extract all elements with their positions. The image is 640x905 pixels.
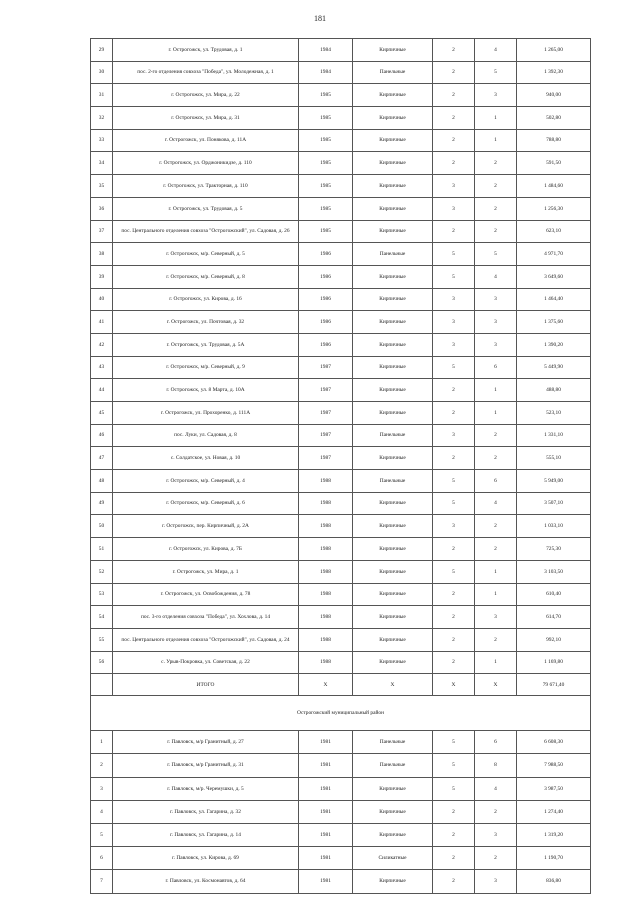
year-built-cell: 1986 (299, 333, 353, 356)
row-number-cell: 36 (91, 197, 113, 220)
area-cell: 4 971,70 (517, 243, 591, 266)
address-cell: г. Острогожск, ул. Почтовая, д. 32 (113, 311, 299, 334)
area-cell: 788,80 (517, 129, 591, 152)
floors-cell: 2 (433, 847, 475, 870)
wall-material-cell: Кирпичные (353, 333, 433, 356)
area-cell: 725,30 (517, 538, 591, 561)
entrances-cell: 4 (475, 492, 517, 515)
row-number-cell: 6 (91, 847, 113, 870)
year-built-cell: 1986 (299, 311, 353, 334)
wall-material-cell: Панельные (353, 470, 433, 493)
row-number-cell: 39 (91, 265, 113, 288)
year-built-cell: 1984 (299, 61, 353, 84)
year-built-cell: 1987 (299, 447, 353, 470)
entrances-cell: 3 (475, 824, 517, 847)
wall-material-cell: Кирпичные (353, 107, 433, 130)
row-number-cell: 31 (91, 84, 113, 107)
year-built-cell: 1985 (299, 175, 353, 198)
table-row (91, 800, 591, 823)
table-row (91, 606, 591, 629)
table-row (91, 152, 591, 175)
area-cell: 1 319,20 (517, 824, 591, 847)
total-material: Х (353, 674, 433, 696)
wall-material-cell: Кирпичные (353, 824, 433, 847)
area-cell: 1 375,60 (517, 311, 591, 334)
entrances-cell: 1 (475, 379, 517, 402)
section-header-row (91, 696, 591, 731)
address-cell: г. Острогожск, ул. Орджоникидзе, д. 110 (113, 152, 299, 175)
area-cell: 5 449,90 (517, 356, 591, 379)
entrances-cell: 4 (475, 265, 517, 288)
floors-cell: 5 (433, 754, 475, 777)
address-cell: с. Урыв-Покровка, ул. Советская, д. 22 (113, 651, 299, 674)
entrances-cell: 4 (475, 777, 517, 800)
floors-cell: 3 (433, 197, 475, 220)
address-cell: г. Острогожск, ул. Трудовая, д. 5 (113, 197, 299, 220)
area-cell: 623,10 (517, 220, 591, 243)
floors-cell: 5 (433, 470, 475, 493)
row-number-cell: 5 (91, 824, 113, 847)
address-cell: г. Острогожск, ул. Трудовая, д. 1 (113, 39, 299, 62)
floors-cell: 3 (433, 424, 475, 447)
entrances-cell: 2 (475, 538, 517, 561)
row-number-cell: 38 (91, 243, 113, 266)
area-cell: 1 484,60 (517, 175, 591, 198)
entrances-cell: 5 (475, 243, 517, 266)
table-row (91, 402, 591, 425)
address-cell: г. Острогожск, ул. Кирова, д. 7Б (113, 538, 299, 561)
year-built-cell: 1988 (299, 628, 353, 651)
address-cell: пос. Центрального отделения совхоза "Острогожский", ул. Садовая, д. 24 (113, 628, 299, 651)
area-cell: 1 256,30 (517, 197, 591, 220)
entrances-cell: 3 (475, 333, 517, 356)
entrances-cell: 2 (475, 152, 517, 175)
floors-cell: 2 (433, 628, 475, 651)
table-row (91, 731, 591, 754)
area-cell: 523,10 (517, 402, 591, 425)
row-number-cell: 51 (91, 538, 113, 561)
entrances-cell: 6 (475, 731, 517, 754)
address-cell: г. Острогожск, м/р. Северный, д. 6 (113, 492, 299, 515)
table-row (91, 220, 591, 243)
area-cell: 992,10 (517, 628, 591, 651)
wall-material-cell: Кирпичные (353, 84, 433, 107)
area-cell: 614,70 (517, 606, 591, 629)
year-built-cell: 1981 (299, 777, 353, 800)
area-cell: 1 274,40 (517, 800, 591, 823)
total-year: Х (299, 674, 353, 696)
table-row (91, 870, 591, 893)
row-number-cell: 52 (91, 560, 113, 583)
entrances-cell: 2 (475, 424, 517, 447)
table-row (91, 311, 591, 334)
table-row (91, 197, 591, 220)
wall-material-cell: Кирпичные (353, 628, 433, 651)
floors-cell: 5 (433, 777, 475, 800)
area-cell: 1 033,10 (517, 515, 591, 538)
row-number-cell: 56 (91, 651, 113, 674)
address-cell: с. Солдатское, ул. Новая, д. 10 (113, 447, 299, 470)
year-built-cell: 1988 (299, 651, 353, 674)
table-row (91, 243, 591, 266)
row-number-cell: 42 (91, 333, 113, 356)
row-number-cell: 53 (91, 583, 113, 606)
area-cell: 940,00 (517, 84, 591, 107)
year-built-cell: 1985 (299, 152, 353, 175)
floors-cell: 2 (433, 107, 475, 130)
table-row (91, 492, 591, 515)
table-row (91, 356, 591, 379)
table-row (91, 470, 591, 493)
table-row (91, 84, 591, 107)
entrances-cell: 1 (475, 560, 517, 583)
entrances-cell: 2 (475, 628, 517, 651)
wall-material-cell: Кирпичные (353, 379, 433, 402)
wall-material-cell: Кирпичные (353, 129, 433, 152)
row-number-cell: 44 (91, 379, 113, 402)
floors-cell: 2 (433, 84, 475, 107)
floors-cell: 5 (433, 265, 475, 288)
entrances-cell: 8 (475, 754, 517, 777)
entrances-cell: 2 (475, 447, 517, 470)
wall-material-cell: Панельные (353, 243, 433, 266)
floors-cell: 3 (433, 515, 475, 538)
floors-cell: 3 (433, 333, 475, 356)
year-built-cell: 1986 (299, 288, 353, 311)
year-built-cell: 1988 (299, 492, 353, 515)
address-cell: г. Острогожск, ул. Понякова, д. 11А (113, 129, 299, 152)
row-number-cell: 3 (91, 777, 113, 800)
year-built-cell: 1988 (299, 470, 353, 493)
row-number-cell: 1 (91, 731, 113, 754)
wall-material-cell: Кирпичные (353, 560, 433, 583)
area-cell: 1 464,40 (517, 288, 591, 311)
area-cell: 1 390,20 (517, 333, 591, 356)
entrances-cell: 1 (475, 107, 517, 130)
floors-cell: 2 (433, 800, 475, 823)
row-number-cell: 30 (91, 61, 113, 84)
floors-cell: 3 (433, 288, 475, 311)
wall-material-cell: Кирпичные (353, 447, 433, 470)
address-cell: г. Павловск, ул. Космонавтов, д. 64 (113, 870, 299, 893)
year-built-cell: 1987 (299, 379, 353, 402)
total-num-cell (91, 674, 113, 696)
entrances-cell: 2 (475, 847, 517, 870)
row-number-cell: 40 (91, 288, 113, 311)
wall-material-cell: Панельные (353, 424, 433, 447)
address-cell: г. Павловск, м/р. Черемушки, д. 5 (113, 777, 299, 800)
address-cell: г. Острогожск, ул. Прохоренко, д. 111А (113, 402, 299, 425)
entrances-cell: 3 (475, 84, 517, 107)
year-built-cell: 1985 (299, 84, 353, 107)
floors-cell: 2 (433, 379, 475, 402)
year-built-cell: 1988 (299, 583, 353, 606)
area-cell: 3 649,60 (517, 265, 591, 288)
row-number-cell: 35 (91, 175, 113, 198)
row-number-cell: 54 (91, 606, 113, 629)
wall-material-cell: Кирпичные (353, 800, 433, 823)
housing-register-table (90, 38, 591, 894)
table-row (91, 651, 591, 674)
entrances-cell: 2 (475, 800, 517, 823)
table-row (91, 628, 591, 651)
year-built-cell: 1981 (299, 800, 353, 823)
wall-material-cell: Кирпичные (353, 870, 433, 893)
year-built-cell: 1986 (299, 243, 353, 266)
row-number-cell: 37 (91, 220, 113, 243)
row-number-cell: 4 (91, 800, 113, 823)
floors-cell: 2 (433, 824, 475, 847)
table-row (91, 777, 591, 800)
row-number-cell: 33 (91, 129, 113, 152)
entrances-cell: 3 (475, 311, 517, 334)
area-cell: 555,10 (517, 447, 591, 470)
address-cell: пос. 3-го отделения совхоза "Победа", ул. Хохлова, д. 14 (113, 606, 299, 629)
wall-material-cell: Кирпичные (353, 402, 433, 425)
address-cell: г. Острогожск, ул. Трудовая, д. 5А (113, 333, 299, 356)
address-cell: г. Острогожск, ул. Кирова, д. 16 (113, 288, 299, 311)
address-cell: г. Острогожск, ул. Мира, д. 1 (113, 560, 299, 583)
wall-material-cell: Кирпичные (353, 311, 433, 334)
address-cell: пос. 2-го отделения совхоза "Победа", ул. Молодежная, д. 1 (113, 61, 299, 84)
entrances-cell: 2 (475, 515, 517, 538)
address-cell: г. Павловск, ул. Гагарина, д. 14 (113, 824, 299, 847)
entrances-cell: 1 (475, 129, 517, 152)
year-built-cell: 1984 (299, 39, 353, 62)
year-built-cell: 1981 (299, 754, 353, 777)
row-number-cell: 45 (91, 402, 113, 425)
floors-cell: 2 (433, 447, 475, 470)
address-cell: г. Острогожск, ул. 8 Марта, д. 10А (113, 379, 299, 402)
area-cell: 1 169,80 (517, 651, 591, 674)
year-built-cell: 1987 (299, 402, 353, 425)
floors-cell: 2 (433, 220, 475, 243)
table-row (91, 538, 591, 561)
wall-material-cell: Кирпичные (353, 152, 433, 175)
table-row (91, 39, 591, 62)
wall-material-cell: Силикатные (353, 847, 433, 870)
area-cell: 1 392,30 (517, 61, 591, 84)
row-number-cell: 47 (91, 447, 113, 470)
wall-material-cell: Кирпичные (353, 39, 433, 62)
floors-cell: 3 (433, 175, 475, 198)
floors-cell: 2 (433, 583, 475, 606)
area-cell: 591,50 (517, 152, 591, 175)
row-number-cell: 7 (91, 870, 113, 893)
area-cell: 5 949,00 (517, 470, 591, 493)
area-cell: 7 988,50 (517, 754, 591, 777)
floors-cell: 2 (433, 129, 475, 152)
table-row (91, 333, 591, 356)
year-built-cell: 1981 (299, 847, 353, 870)
wall-material-cell: Панельные (353, 731, 433, 754)
table-row (91, 824, 591, 847)
floors-cell: 2 (433, 651, 475, 674)
year-built-cell: 1987 (299, 424, 353, 447)
wall-material-cell: Кирпичные (353, 583, 433, 606)
entrances-cell: 6 (475, 470, 517, 493)
area-cell: 1 265,00 (517, 39, 591, 62)
year-built-cell: 1988 (299, 538, 353, 561)
row-number-cell: 49 (91, 492, 113, 515)
year-built-cell: 1988 (299, 515, 353, 538)
floors-cell: 5 (433, 560, 475, 583)
year-built-cell: 1986 (299, 265, 353, 288)
floors-cell: 5 (433, 731, 475, 754)
total-label: ИТОГО (113, 674, 299, 696)
row-number-cell: 50 (91, 515, 113, 538)
entrances-cell: 1 (475, 651, 517, 674)
entrances-cell: 2 (475, 175, 517, 198)
total-entrances: Х (475, 674, 517, 696)
floors-cell: 2 (433, 538, 475, 561)
table-row (91, 847, 591, 870)
section-title: Острогожский муниципальный район (91, 696, 591, 731)
floors-cell: 3 (433, 311, 475, 334)
address-cell: г. Острогожск, ул. Мира, д. 22 (113, 84, 299, 107)
wall-material-cell: Кирпичные (353, 288, 433, 311)
row-number-cell: 29 (91, 39, 113, 62)
year-built-cell: 1981 (299, 870, 353, 893)
year-built-cell: 1985 (299, 220, 353, 243)
floors-cell: 2 (433, 152, 475, 175)
table-row (91, 129, 591, 152)
floors-cell: 2 (433, 606, 475, 629)
table-row (91, 424, 591, 447)
table-row (91, 560, 591, 583)
address-cell: г. Павловск, ул. Гагарина, д. 32 (113, 800, 299, 823)
table-row (91, 379, 591, 402)
area-cell: 836,80 (517, 870, 591, 893)
entrances-cell: 2 (475, 220, 517, 243)
area-cell: 502,80 (517, 107, 591, 130)
entrances-cell: 1 (475, 583, 517, 606)
total-area: 79 671,40 (517, 674, 591, 696)
table-row (91, 288, 591, 311)
entrances-cell: 3 (475, 288, 517, 311)
area-cell: 610,40 (517, 583, 591, 606)
year-built-cell: 1981 (299, 824, 353, 847)
table-row (91, 447, 591, 470)
wall-material-cell: Кирпичные (353, 777, 433, 800)
address-cell: г. Острогожск, м/р. Северный, д. 8 (113, 265, 299, 288)
page-number: 181 (314, 14, 326, 23)
row-number-cell: 55 (91, 628, 113, 651)
wall-material-cell: Кирпичные (353, 492, 433, 515)
floors-cell: 2 (433, 402, 475, 425)
table-row (91, 265, 591, 288)
table-row (91, 515, 591, 538)
floors-cell: 5 (433, 356, 475, 379)
floors-cell: 5 (433, 492, 475, 515)
row-number-cell: 46 (91, 424, 113, 447)
wall-material-cell: Панельные (353, 754, 433, 777)
row-number-cell: 2 (91, 754, 113, 777)
row-number-cell: 41 (91, 311, 113, 334)
year-built-cell: 1987 (299, 356, 353, 379)
table-row (91, 583, 591, 606)
area-cell: 3 103,50 (517, 560, 591, 583)
area-cell: 1 331,10 (517, 424, 591, 447)
entrances-cell: 3 (475, 606, 517, 629)
year-built-cell: 1985 (299, 197, 353, 220)
area-cell: 488,80 (517, 379, 591, 402)
address-cell: пос. Луки, ул. Садовая, д. 8 (113, 424, 299, 447)
address-cell: г. Павловск, м/р Гранитный, д. 27 (113, 731, 299, 754)
year-built-cell: 1981 (299, 731, 353, 754)
floors-cell: 2 (433, 39, 475, 62)
address-cell: г. Павловск, ул. Кирова, д. 69 (113, 847, 299, 870)
entrances-cell: 6 (475, 356, 517, 379)
row-number-cell: 32 (91, 107, 113, 130)
wall-material-cell: Кирпичные (353, 515, 433, 538)
entrances-cell: 5 (475, 61, 517, 84)
floors-cell: 5 (433, 243, 475, 266)
wall-material-cell: Кирпичные (353, 651, 433, 674)
floors-cell: 2 (433, 61, 475, 84)
area-cell: 6 608,30 (517, 731, 591, 754)
wall-material-cell: Кирпичные (353, 265, 433, 288)
year-built-cell: 1988 (299, 560, 353, 583)
address-cell: пос. Центрального отделения совхоза "Острогожский", ул. Садовая, д. 26 (113, 220, 299, 243)
wall-material-cell: Кирпичные (353, 356, 433, 379)
address-cell: г. Острогожск, ул. Тракторная, д. 110 (113, 175, 299, 198)
entrances-cell: 3 (475, 870, 517, 893)
wall-material-cell: Кирпичные (353, 538, 433, 561)
entrances-cell: 1 (475, 402, 517, 425)
table-row (91, 175, 591, 198)
address-cell: г. Острогожск, м/р. Северный, д. 4 (113, 470, 299, 493)
area-cell: 3 987,50 (517, 777, 591, 800)
wall-material-cell: Кирпичные (353, 606, 433, 629)
address-cell: г. Острогожск, ул. Освобождения, д. 78 (113, 583, 299, 606)
row-number-cell: 34 (91, 152, 113, 175)
wall-material-cell: Кирпичные (353, 197, 433, 220)
address-cell: г. Острогожск, пер. Кирпичный, д. 2А (113, 515, 299, 538)
entrances-cell: 4 (475, 39, 517, 62)
wall-material-cell: Кирпичные (353, 220, 433, 243)
wall-material-cell: Кирпичные (353, 175, 433, 198)
table-row (91, 107, 591, 130)
address-cell: г. Павловск, м/р Гранитный, д. 31 (113, 754, 299, 777)
area-cell: 3 507,10 (517, 492, 591, 515)
area-cell: 1 190,70 (517, 847, 591, 870)
row-number-cell: 43 (91, 356, 113, 379)
year-built-cell: 1985 (299, 107, 353, 130)
table-row (91, 61, 591, 84)
row-number-cell: 48 (91, 470, 113, 493)
entrances-cell: 2 (475, 197, 517, 220)
address-cell: г. Острогожск, ул. Мира, д. 31 (113, 107, 299, 130)
wall-material-cell: Панельные (353, 61, 433, 84)
year-built-cell: 1988 (299, 606, 353, 629)
address-cell: г. Острогожск, м/р. Северный, д. 5 (113, 243, 299, 266)
address-cell: г. Острогожск, м/р. Северный, д. 9 (113, 356, 299, 379)
floors-cell: 2 (433, 870, 475, 893)
table-row (91, 754, 591, 777)
year-built-cell: 1985 (299, 129, 353, 152)
total-row (91, 674, 591, 696)
total-floors: Х (433, 674, 475, 696)
